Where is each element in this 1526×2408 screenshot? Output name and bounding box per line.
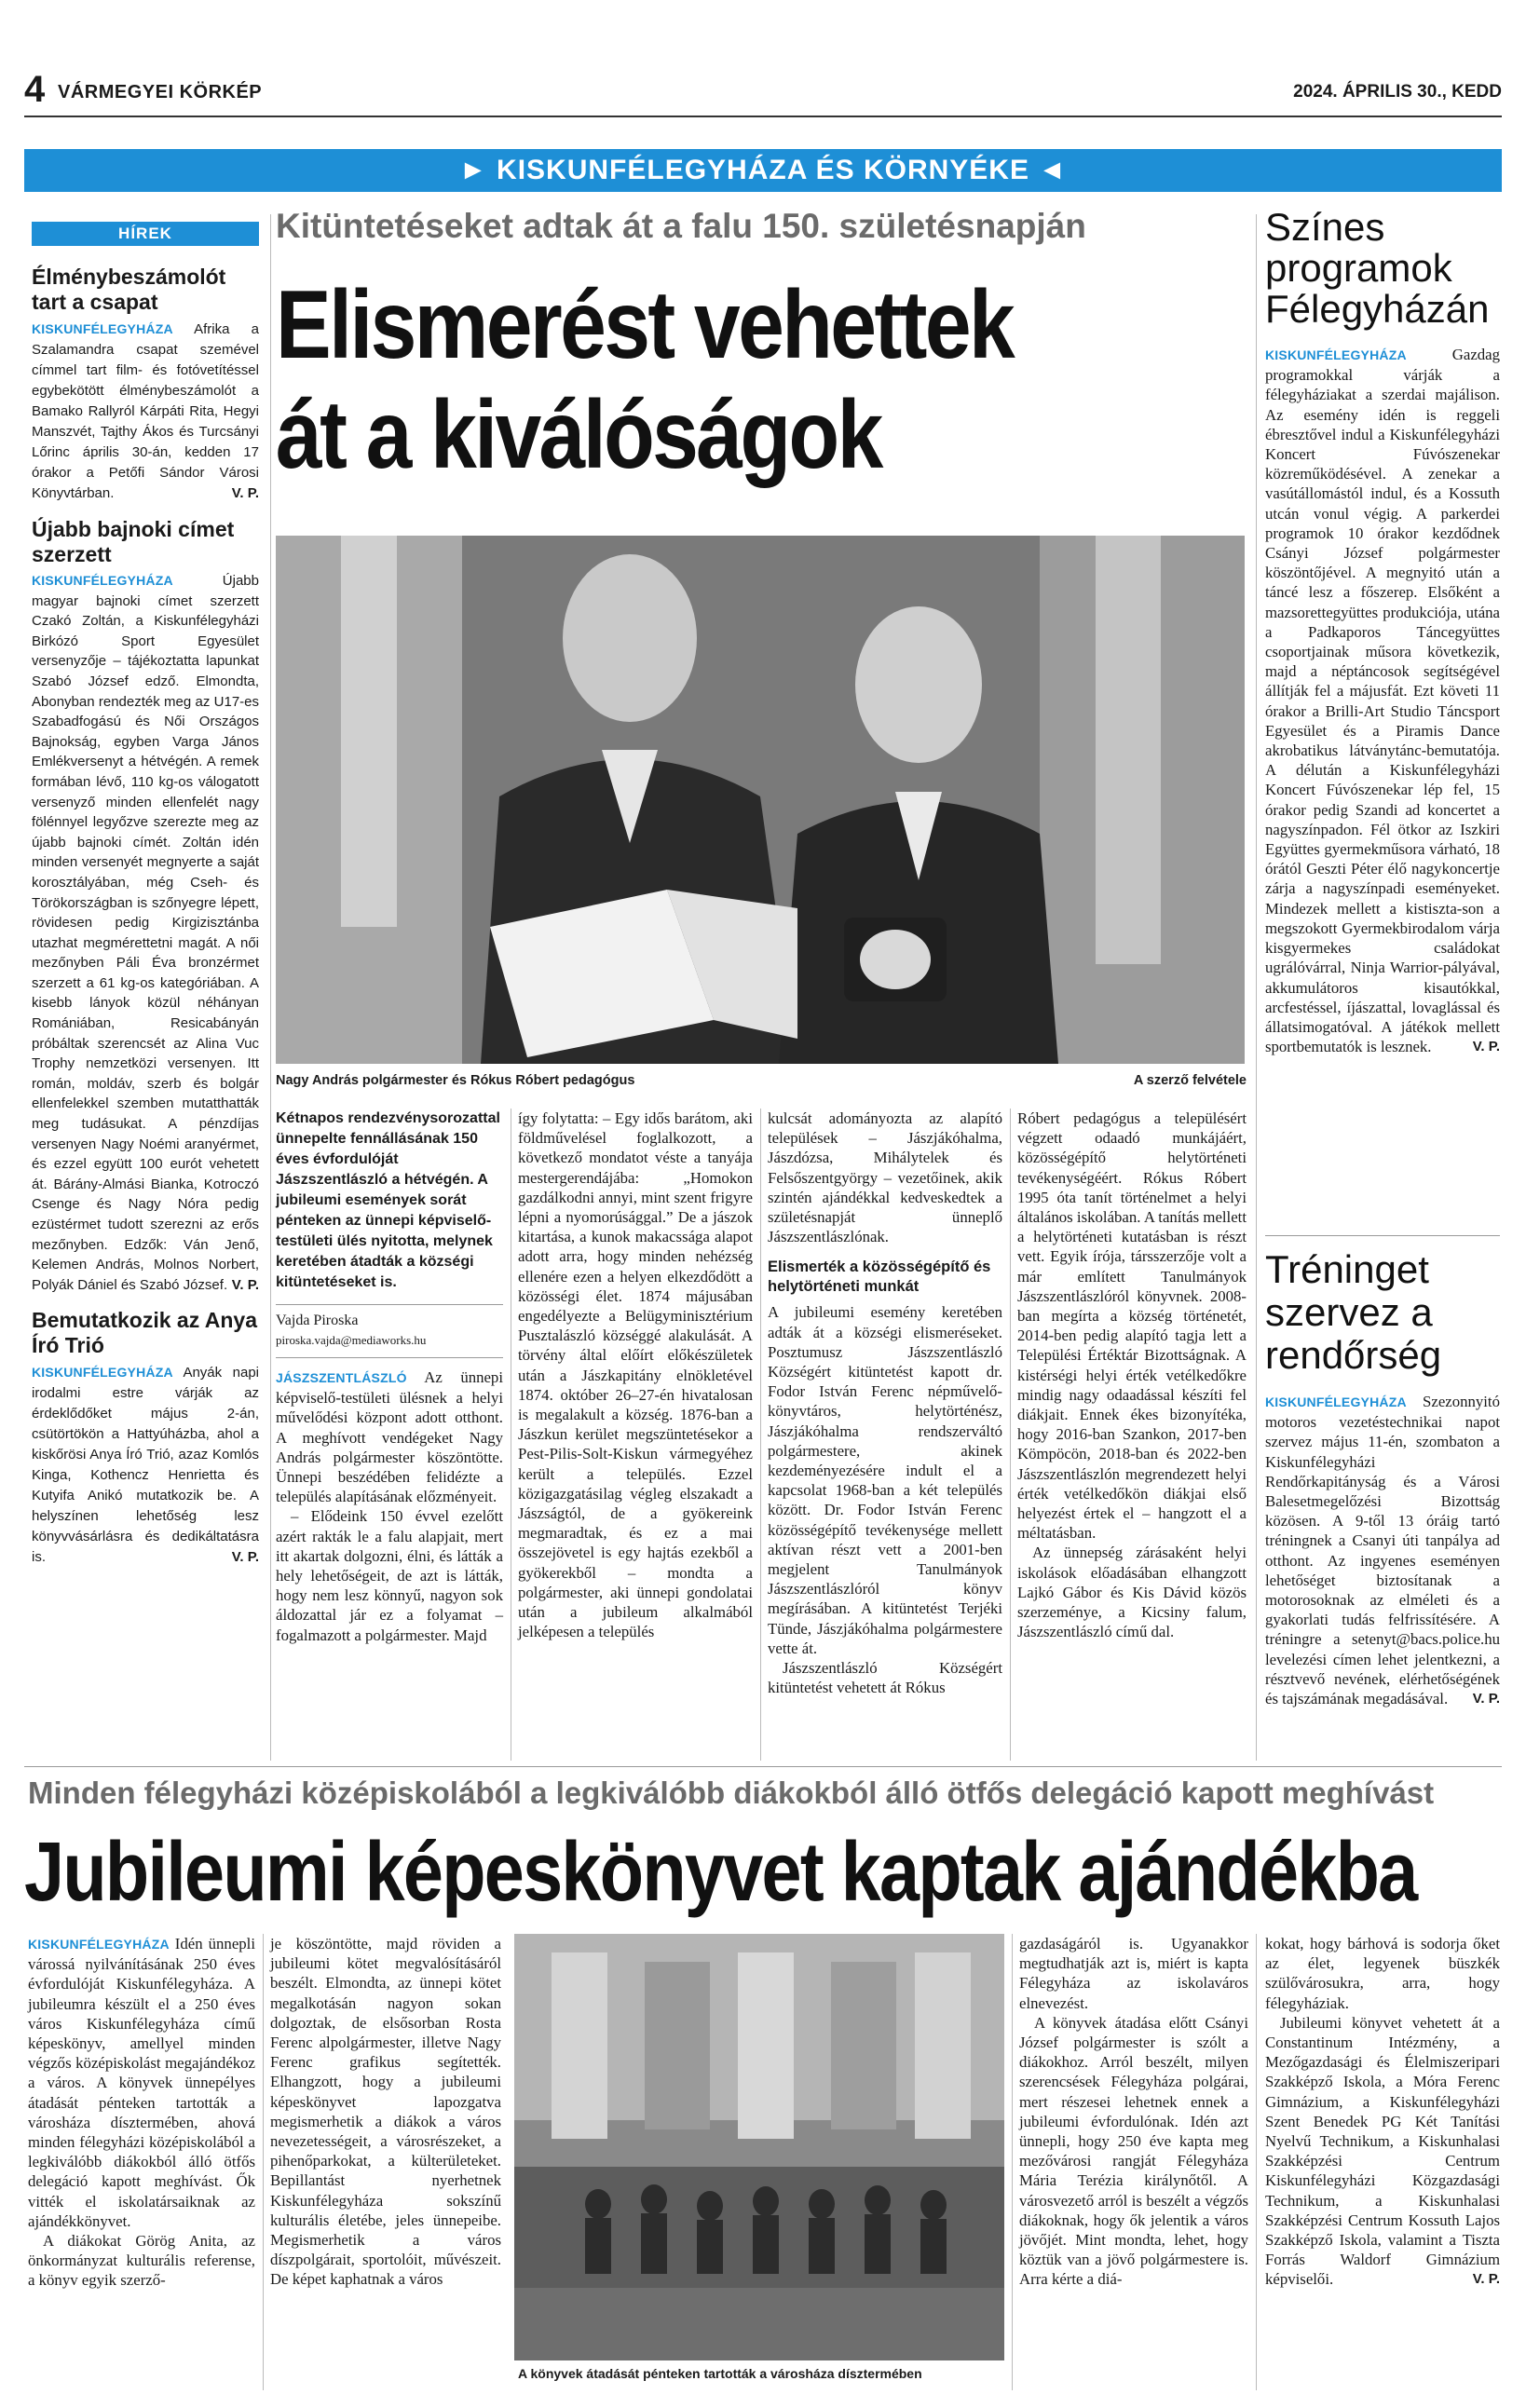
bottom-article-kicker: KISKUNFÉLEGYHÁZA — [28, 1937, 170, 1952]
side-article-body — [1265, 345, 1500, 1056]
bottom-photo — [514, 1934, 1004, 2360]
side-article-signature: V. P. — [1472, 1691, 1500, 1707]
main-article-col2 — [518, 1109, 753, 1641]
side-article-title: Tréninget szervez a rendőrség — [1265, 1247, 1442, 1377]
side-article-training — [1265, 1248, 1500, 1708]
paragraph: – Elődeink 150 évvel ezelőtt azért rakták le a falu alapjait, mert itt akartak dolgozni, élni, és látták a hely lehetőségeit, de azt is látták, hogy nem lesz könnyű, nagyon sok áldozattal jár ez a folyamat – fogalmazott a polgármester. Majd — [276, 1507, 503, 1644]
section-banner-label: ► KISKUNFÉLEGYHÁZA ÉS KÖRNYÉKE ◄ — [459, 155, 1067, 185]
news-label — [32, 222, 259, 246]
column-divider — [1256, 1934, 1257, 2390]
news-item-title: Bemutatkozik az Anya Író Trió — [32, 1308, 257, 1358]
bottom-article-col1 — [28, 1934, 255, 2291]
news-item-text: Afrika a Szalamandra csapat szemével címmel tart film- és fotóvetítéssel egybekötött élménybeszámolót a Bamako Rallyról Kárpáti Rita, Hegyi Manszvét, Tajthy Ákos és Turcsányi Lőrinc április 30-án, kedden 17 órakor a Petőfi Sándor Városi Könyvtárban. — [32, 321, 259, 501]
main-article-subhead: Elismerték a közösségépítő és helytörténeti munkát — [768, 1258, 991, 1296]
paragraph: je köszöntötte, majd röviden a jubileumi kötet megvalósításáról beszélt. Elmondta, az ünnepi kötet megalkotásán nagyon sokan dolgoztak, de elsősorban Rosta Ferenc alpolgármester, illetve Nagy Ferenc grafikus segítették. Elhangzott, hogy a jubileumi képeskönyvet lapozgatva megismerhetik a diákok a város nevezetességeit, a városrészeket, a pihenőparkokat, a külterületeket. Bepillantást nyerhetnek Kiskunfélegyháza sokszínű kulturális életébe, jeles ünnepeibe. Megismerhetik a város díszpolgárait, sportolóit, művészeit. De képet kaphatnak a város — [270, 1935, 501, 2289]
main-article-lead: Kétnapos rendezvénysorozattal ünnepelte fennállásának 150 éves évfordulóját Jászszentlászló a hétvégén. A jubileumi események sorát pénteken az ünnepi képviselő-testületi ülés nyitotta, melynek keretében átadták a községi kitüntetéseket is. — [276, 1110, 500, 1290]
main-photo-caption: Nagy András polgármester és Rókus Róbert pedagógus — [276, 1073, 635, 1088]
paragraph: Gazdag programokkal várják a félegyháziakat a szerdai majálison. Az esemény idén is reggeli ébresztővel indul a Kiskunfélegyházi Koncert Fúvószenekar közreműködésével. A zenekar a vasútállomástól indul, és a Kossuth utcán vonul végig. A parkerdei programok 10 órakor kezdődnek Csányi József polgármester köszöntőjével. A megnyitó után a táncé lesz a főszerep. Elsőként a mazsorettegyüttes produkciója, utána a Padkaporos Táncegyüttes csoportjainak műsora következik, majd a néptáncosok segítségével állítják fel a májusfát. Ezt követi 11 órakor a Brilli-Art Studio Táncsport Egyesület és a Piramis Dance akrobatikus látványtánc-bemutatója. A délután a Kiskunfélegyházi Koncert Fúvószenekar lép fel, 15 órakor pedig Szandi ad koncertet a nagyszínpadon. Fél ötkor az Iszkiri Együttes gyermekműsora várható, 18 órától Geszti Péter élő nagykoncertje zárja a nagyszínpadi eseményeket. Mindezek mellett a kistiszta-son a megszokott Gyermekbirodalom várja kisgyermekes családokat ugrálóvárral, Ninja Warrior-pályával, akkumulátoros kisautókkal, arcfestéssel, íjászattal, lovaglással és állatsimogatóval. A játékok mellett sportbemutatók is lesznek. — [1265, 346, 1500, 1056]
news-item-signature: V. P. — [231, 1276, 259, 1293]
paragraph: gazdaságáról is. Ugyanakkor megtudhatják azt is, miért is kapta Félegyháza az iskolaváros elnevezést. — [1019, 1935, 1248, 2012]
paragraph — [1265, 2013, 1500, 2290]
paragraph: Jászszentlászló Községért kitüntetést vehetett át Rókus — [768, 1659, 1002, 1697]
section-banner — [24, 149, 1502, 192]
news-item — [32, 1308, 259, 1568]
news-item-body — [32, 571, 259, 1295]
column-divider — [1010, 1109, 1011, 1761]
paragraph: A diákokat Görög Anita, az önkormányzat kulturális referense, a könyv egyik szerző- — [28, 2232, 255, 2290]
news-item — [32, 265, 259, 504]
side-article-programs — [1265, 207, 1500, 1056]
paragraph: A jubileumi esemény keretében adták át a községi elismeréseket. Posztumusz Jászszentlászló Községért kitüntetést kapott dr. Fodor István Ferenc népművelő-könyvtáros, helytörténész, Jászjákóhalma rendszerváltó polgármestere, akinek kezdeményezésére indult el a kapcsolat 1968-ban a két település között. Dr. Fodor István Ferenc közösségépítő tevékenysége mellett aktívan részt vett a 2001-ben megjelent Tanulmányok Jászszentlászlóról könyv megírásában. A kitüntetést Terjéki Tünde, Jászjákóhalma polgármestere vette át. — [768, 1303, 1002, 1657]
main-article-body — [276, 1357, 503, 1645]
news-item — [32, 517, 259, 1295]
bottom-article-overline: Minden félegyházi középiskolából a legkiválóbb diákokból álló ötfős delegáció kapott meghívást — [28, 1775, 1435, 1810]
column-divider — [1256, 214, 1257, 1761]
side-article-body — [1265, 1392, 1500, 1708]
paper-name: VÁRMEGYEI KÖRKÉP — [58, 82, 263, 102]
news-item-kicker: KISKUNFÉLEGYHÁZA — [32, 321, 173, 336]
news-item-text: Anyák napi irodalmi estre várják az érdeklődőket május 2-án, csütörtökön a Hattyúházba, ahol a kiskőrösi Anya Író Trió, azaz Komlós Kinga, Kothencz Henrietta és Kutyifa Anikó mutatkozik be. A helyszínen lehetőség lesz könyvvásárlásra és dedikáltatásra is. — [32, 1365, 260, 1566]
paragraph: A könyvek átadása előtt Csányi József polgármester is szólt a diákokhoz. Arról beszélt, milyen szerencsések Félegyháza polgárai, mert részesei lehetnek ennek a jubileumi évfordulónak. Idén azt ünnepli, hogy 250 éve kapta meg mezővárosi rangját Félegyháza Mária Terézia királynőtől. A városvezető arról is beszélt a végzős diákoknak, hogy ők jelentik a város jövőjét. Mint mondta, lehet, hogy köztük van a jövő polgármestere is. Arra kérte a diá- — [1019, 2013, 1248, 2289]
news-briefs-column — [32, 222, 259, 1759]
photo-illustration — [276, 536, 1245, 1064]
side-article-signature: V. P. — [1472, 1039, 1500, 1055]
issue-date: 2024. ÁPRILIS 30., KEDD — [1293, 82, 1502, 102]
news-item-signature: V. P. — [231, 485, 259, 501]
paragraph: Az ünnepi képviselő-testületi ülésnek a helyi művelődési központ adott otthont. A meghívott vendégeket Nagy András polgármester köszöntötte. Ünnepi beszédében felidézte a település alapításának előzményeit. — [276, 1368, 503, 1506]
paragraph: így folytatta: – Egy idős barátom, aki földművelésel foglalkozott, a következő mondatot véste a tanyája mestergerendájába: „Homokon gazdálkodni annyi, mint szent frigyre lépni a nyomorúsággal.” De a jászok kitartása, a kunok makacssága alapot adott arra, hogy minden nehézség ellenére ezen a helyen elkezdődött a közösségi élet. 1874 májusában engedélyezte a Belügyminisztérium Pusztalászló községgé alakulását. A törvény által előírt előkészületek után a Jászkapitány elnökletével 1874. október 26–27-én hivatalosan is megalakult a község. 1876-ban a Jászkun kerület megszüntetésekor a Pest-Pilis-Solt-Kiskun vármegyéhez került a település. Ezzel közigazgatásilag végleg elszakadt a Jászságtól, de a gyökereink megmaradtak, és ez a mai összejövetel is egy hajtás ezekből a gyökerekből – mondta a polgármester, aki ünnepi gondolatai után a jubileum alkalmából jelképesen a település — [518, 1109, 753, 1641]
news-item-body — [32, 1362, 259, 1568]
main-photo — [276, 536, 1245, 1064]
news-item-body — [32, 319, 259, 504]
main-photo-credit: A szerző felvétele — [1133, 1073, 1247, 1088]
page-header — [24, 71, 1502, 108]
news-item-kicker: KISKUNFÉLEGYHÁZA — [32, 573, 173, 588]
paragraph: kokat, hogy bárhová is sodorja őket az élet, legyenek büszkék szülővárosukra, arra, hogy félegyháziak. — [1265, 1935, 1500, 2012]
headline-line: át a kiválóságok — [276, 381, 881, 489]
main-article-overline: Kitüntetéseket adtak át a falu 150. születésnapján — [276, 207, 1086, 245]
main-article-kicker: JÁSZSZENTLÁSZLÓ — [276, 1370, 407, 1385]
side-divider — [1265, 1235, 1500, 1236]
paragraph: Idén ünnepli várossá nyilvánításának 250 éves évfordulóját Kiskunfélegyháza. A jubileumra készült el a 250 éves város Kiskunfélegyháza című képeskönyv, amellyel minden végzős középiskolást megajándékoz a város. A könyvek ünnepélyes átadását pénteken tartották a városháza dísztermében, ahová minden félegyházi középiskolából a legkiválóbb diákokból álló ötfős delegáció kapott meghívást. Ők vitték el iskolatársaiknak az ajándékkönyvet. — [28, 1935, 255, 2230]
paragraph: kulcsát adományozta az alapító települések – Jászjákóhalma, Jászdózsa, Mihálytelek és Felsőszentgyörgy – vezetőinek, akik szintén ajándékkal kedveskedtek a születésnapját ünneplő Jászszentlászlónak. — [768, 1109, 1002, 1246]
column-divider — [270, 214, 271, 1761]
author-email: piroska.vajda@mediaworks.hu — [276, 1333, 427, 1347]
bottom-article-col3 — [1019, 1934, 1248, 2290]
page-number: 4 — [24, 69, 46, 110]
paragraph-text: Jubileumi könyvet vehetett át a Constantinum Intézmény, a Mezőgazdasági és Élelmiszeripari Szakképző Iskola, a Móra Ferenc Gimnázium, a Kiskunfélegyházi Szent Benedek PG Két Tanítási Nyelvű Technikum, a Kiskunhalasi Szakképzési Centrum Kiskunfélegyházi Közgazdasági Technikum, a Kiskunhalasi Szakképzési Centrum Kossuth Lajos Szakképző Iskola, valamint a Tiszta Forrás Waldorf Gimnázium képviselői. — [1265, 2013, 1500, 2289]
bottom-article-signature: V. P. — [1472, 2271, 1500, 2288]
main-article-col3 — [768, 1109, 1002, 1697]
bottom-photo-caption: A könyvek átadását pénteken tartották a városháza dísztermében — [518, 2366, 922, 2381]
bottom-article-col4 — [1265, 1934, 1500, 2290]
main-article-col1 — [276, 1109, 503, 1645]
paragraph: Szezonnyitó motoros vezetéstechnikai napot szervez május 11-én, szombaton a Kiskunfélegyházi Rendőrkapitányság és a Városi Balesetmegelőzési Bizottság közösen. A 9-től 13 óráig tartó tréningnek a Csanyi úti tanpálya ad otthont. Az ingyenes eseményen lehetőséget biztosítanak a motorosoknak az elméleti és a gyakorlati tudás felfrissítésére. A tréningre a setenyt@bacs.police.hu levelezési címen lehet jelentkezni, a résztvevő nevének, elérhetőségének és tajszámának megadásával. — [1265, 1393, 1500, 1708]
side-article-kicker: KISKUNFÉLEGYHÁZA — [1265, 1394, 1407, 1409]
headline-line: Elismerést vehettek — [276, 271, 1014, 379]
bottom-divider — [24, 1766, 1502, 1767]
news-item-kicker: KISKUNFÉLEGYHÁZA — [32, 1365, 173, 1381]
bottom-article-col2 — [270, 1934, 501, 2290]
paragraph: Az ünnepség zárásaként helyi iskolások előadásában elhangzott Lajkó Gábor és Kis Dávid közös szerzeménye, a Kicsiny falum, Jászszentlászló című dal. — [1017, 1544, 1247, 1641]
column-divider — [760, 1109, 761, 1761]
byline — [276, 1304, 503, 1348]
side-article-title: Színes programok Félegyházán — [1265, 205, 1490, 331]
news-label-text: HÍREK — [118, 224, 172, 242]
paragraph: Róbert pedagógus a településért végzett odaadó munkájáért, közösségépítő helytörténeti tevékenységéért. Rókus Róbert 1995 óta tanít történelmet a helyi általános iskolában. A tanítás mellett a helytörténeti kutatásban is részt vett. Egyik írója, társszerzője volt a már említett Tanulmányok Jászszentlászlóról könyvnek. 2008-ban megírta a község történetét, 2014-ben pedig alapító tagja lett a Települési Értéktár Bizottságnak. A kistérségi helyi érték vetélkedőkre mindig nagy odaadással készíti fel diákjait. Ennek ékes bizonyítéka, hogy 2016-ban Szankon, 2017-ben Kömpöcön, 2018-ban és 2022-ben Jászszentlászlón megrendezett helyi érték vetélkedőkön diákjai első helyezést értek el – hangzott el a méltatásban. — [1017, 1109, 1247, 1543]
main-article-headline — [276, 270, 1245, 490]
column-divider — [263, 1934, 264, 2390]
news-item-text: Újabb magyar bajnoki címet szerzett Czakó Zoltán, a Kiskunfélegyházi Birkózó Sport Egyesület versenyzője – tájékoztatta lapunkat Szabó József edző. Elmondta, Abonyban rendezték meg az U17-es Szabadfogású és Női Országos Bajnokság, egyben Varga János Emlékversenyt a hétvégén. A remek formában lévő, 110 kg-os válogatott versenyző minden ellenfelét nagy fölénnyel legyőzve szerezte meg az újabb bajnoki címét. Zoltán idén minden versenyét megnyerte a saját korosztályában, még Cseh- és Törökországban is szőnyegre lépett, rövidesen pedig Kirgizisztánba utazhat megmérettetni magát. A női mezőnyben Páli Éva bronzérmet szerzett a 61 kg-os kategóriában. A kisebb lányok közül néhányan Romániában, Resicabányán próbáltak szerencsét az Alina Vuc Trophy nemzetközi versenyen. Itt román, moldáv, szerb és bolgár ellenfelekkel szemben mutatthatták meg tudásukat. A pénzdíjas versenyen Nagy Noémi aranyérmet, és ezzel együtt 100 eurót vehetett át. Bárány-Almási Bianka, Kotroczó Csenge és Nagy Nóra pedig ezüstérmet tudott szerezni az erős mezőnyben. Edzők: Ván Jenő, Kelemen András, Molnos Norbert, Polyák Dániel és Szabó József. — [32, 573, 259, 1293]
main-article-col4 — [1017, 1109, 1247, 1641]
bottom-article-headline: Jubileumi képeskönyvet kaptak ajándékba — [24, 1826, 1417, 1919]
news-item-title: Újabb bajnoki címet szerzett — [32, 517, 235, 566]
author-name: Vajda Piroska — [276, 1313, 359, 1328]
news-item-title: Élménybeszámolót tart a csapat — [32, 265, 226, 314]
header-rule — [24, 116, 1502, 117]
side-article-kicker: KISKUNFÉLEGYHÁZA — [1265, 347, 1407, 362]
column-divider — [1012, 1934, 1013, 2390]
news-item-signature: V. P. — [231, 1549, 259, 1566]
photo-illustration — [514, 1934, 1004, 2360]
